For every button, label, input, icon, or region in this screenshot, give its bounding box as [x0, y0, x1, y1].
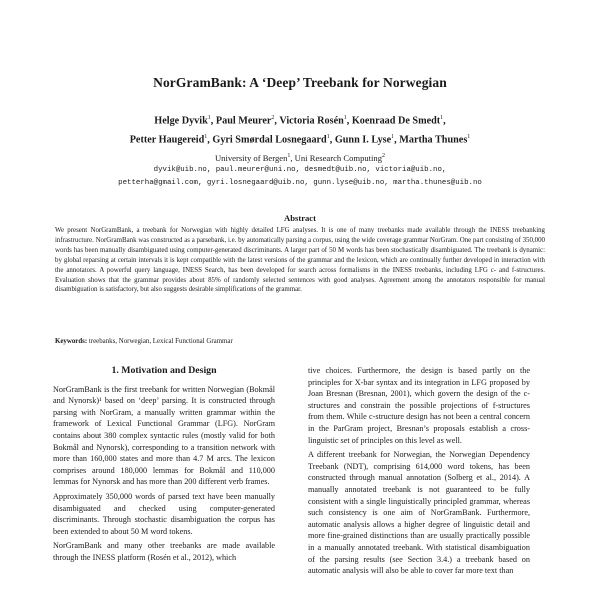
- author-affil-mark: 1: [391, 134, 395, 141]
- author-name: Gyri Smørdal Losnegaard: [212, 134, 327, 146]
- author-name: Gunn I. Lyse: [334, 134, 392, 146]
- author-affil-mark: 1: [326, 134, 330, 141]
- right-column: [308, 365, 530, 580]
- keywords-text: treebanks, Norwegian, Lexical Functional Grammar: [87, 338, 233, 345]
- author-line-2: Petter Haugereid$^1$, Gyri Smørdal Losnegaard$^1$, Gunn I. Lyse$^1$, Martha Thunes$^1$: [129, 134, 471, 146]
- affiliation-separator: ,: [290, 152, 295, 163]
- author-name: Helge Dyvik: [154, 115, 208, 127]
- institution-2: Uni Research Computing: [294, 152, 383, 163]
- email-line-2[interactable]: petterha@gmail.com, gyri.losnegaard@uib.no, gunn.lyse@uib.no, martha.thunes@uib.no: [118, 178, 482, 187]
- affiliations: [40, 150, 560, 189]
- keywords-label: Keywords:: [55, 338, 88, 345]
- author-affil-mark: 2: [271, 115, 275, 121]
- affiliation-line: [40, 150, 560, 164]
- institution-1: University of Bergen: [214, 152, 288, 163]
- abstract-heading: Abstract: [284, 213, 316, 223]
- paragraph: tive choices. Furthermore, the design is based partly on the principles for X-bar syntax and its integration in LFG proposed by Joan Bresnan (Bresnan, 2001), which govern the design of the c-structures and constrain the possible projections of f-structures from them. While c-structure design has not been a central concern in the ParGram project, Bresnan’s proposals establish a cross-linguistic set of principles on this level as well.: [308, 366, 530, 445]
- author-name: Victoria Rosén: [279, 115, 344, 127]
- author-list: [40, 110, 560, 149]
- author-line-1: Helge Dyvik$^1$, Paul Meurer$^2$, Victoria Rosén$^1$, Koenraad De Smedt$^1$,: [154, 115, 446, 127]
- author-affil-mark: 1: [440, 115, 444, 121]
- institution-2-mark: 2: [382, 153, 386, 159]
- author-name: Koenraad De Smedt: [351, 115, 441, 127]
- abstract-text: We present NorGramBank, a treebank for Norwegian with highly detailed LFG analyses. It is one of many treebanks made available through the INESS treebanking infrastructure. NorGramBank was constructed as a parsebank, i.e. by automatically parsing a corpus, using the wide coverage grammar NorGram. One part consisting of 350,000 words has been manually disambiguated using computer-generated discriminants. A larger part of 50 M words has been stochastically disambiguated. The treebank is dynamic: by global reparsing at certain intervals it is kept compatible with the latest versions of the grammar and the lexicon, which are continually further developed in interaction with the annotators. A powerful query language, INESS Search, has been developed for search across formalisms in the INESS treebanks, including LFG c- and f-structures. Evaluation shows that the grammar provides about 85% of randomly selected sentences with good analyses. Agreement among the annotators responsible for manual disambiguation is satisfactory, but also suggests desirable simplifications of the grammar.: [55, 227, 545, 294]
- email-line-1[interactable]: dyvik@uib.no, paul.meurer@uni.no, desmedt@uib.no, victoria@uib.no,: [153, 166, 447, 175]
- institution-1-mark: 1: [287, 153, 291, 159]
- author-affil-mark: 1: [343, 115, 347, 121]
- paragraph: A different treebank for Norwegian, the Norwegian Dependency Treebank (NDT), comprising 614,000 word tokens, has been constructed through manual annotation (Solberg et al., 2014). A manually annotated treebank is not guaranteed to be fully consistent with a single linguistically principled grammar, whereas such consistency is one aim of NorGramBank. Furthermore, automatic analysis allows a higher degree of linguistic detail and more fine-grained distinctions than are usually practically possible in a manually annotated treebank. With statistical disambiguation of the parsing results (see Section 3.4.) a treebank based on automatic analysis will also be able to cover far more text than: [308, 450, 530, 576]
- paper-title: NorGramBank: A ‘Deep’ Treebank for Norwegian: [153, 75, 447, 90]
- author-name: Petter Haugereid: [129, 134, 205, 146]
- paragraph: NorGramBank and many other treebanks are made available through the INESS platform (Rosén et al., 2012), which: [53, 541, 275, 562]
- author-name: Martha Thunes: [399, 134, 468, 146]
- author-name: Paul Meurer: [215, 115, 272, 127]
- paragraph: NorGramBank is the first treebank for written Norwegian (Bokmål and Nynorsk)¹ based on ‘deep’ parsing. It is constructed through parsing with NorGram, a manually written grammar within the framework of Lexical Functional Grammar (LFG). NorGram contains about 380 complex syntactic rules (mostly valid for both Bokmål and Nynorsk), corresponding to a transition network with more than 160,000 states and more than 4.7 M arcs. The lexicon comprises around 180,000 lemmas for Bokmål and 110,000 lemmas for Nynorsk and has more than 200 different verb frames.: [53, 384, 275, 487]
- keywords: [55, 337, 545, 346]
- author-affil-mark: 1: [204, 134, 208, 141]
- author-affil-mark: 1: [467, 134, 471, 141]
- paragraph: Approximately 350,000 words of parsed text have been manually disambiguated and checked using computer-generated discriminants. Through stochastic disambiguation the corpus has been extended to about 50 M word tokens.: [53, 491, 275, 536]
- author-affil-mark: 1: [207, 115, 211, 121]
- section-heading: 1. Motivation and Design: [111, 365, 217, 376]
- left-column: [53, 365, 275, 567]
